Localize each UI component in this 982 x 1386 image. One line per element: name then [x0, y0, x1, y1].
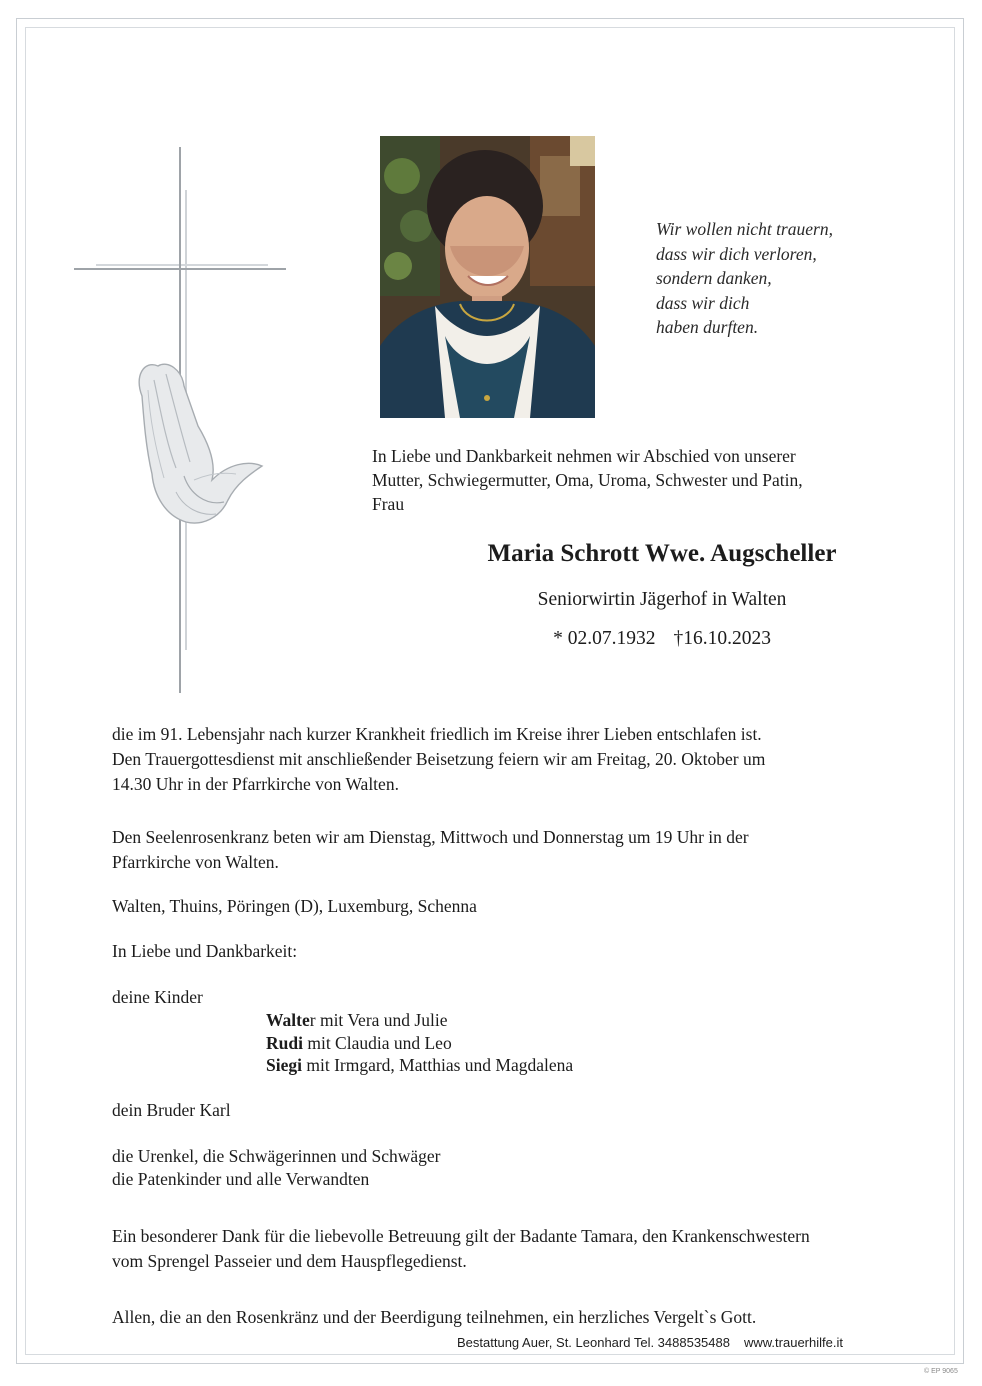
- birth-date: * 02.07.1932: [553, 628, 656, 649]
- footer: [457, 1335, 843, 1350]
- places-line: Walten, Thuins, Pöringen (D), Luxemburg, Schenna: [112, 896, 477, 916]
- funeral-home: Bestattung Auer, St. Leonhard Tel. 3488535488: [457, 1335, 730, 1350]
- paragraph-line: Ein besonderer Dank für die liebevolle Betreuung gilt der Badante Tamara, den Krankenschwestern: [112, 1226, 810, 1246]
- intro-text: [372, 444, 892, 516]
- death-date: †16.10.2023: [673, 628, 771, 649]
- paragraph-line: Den Trauergottesdienst mit anschließender Beisetzung feiern wir am Freitag, 20. Oktober um: [112, 749, 766, 769]
- list-item: Rudi mit Claudia und Leo: [266, 1032, 452, 1053]
- in-love-line: In Liebe und Dankbarkeit:: [112, 941, 298, 961]
- poem-line: Wir wollen nicht trauern,: [656, 219, 833, 239]
- paragraph-line: 14.30 Uhr in der Pfarrkirche von Walten.: [112, 774, 399, 794]
- intro-line: Mutter, Schwiegermutter, Oma, Uroma, Schwester und Patin,: [372, 470, 803, 490]
- thanks-paragraph: [112, 1224, 810, 1274]
- paragraph-line: Den Seelenrosenkranz beten wir am Dienstag, Mittwoch und Donnerstag um 19 Uhr in der: [112, 827, 749, 847]
- children-list: [266, 1009, 573, 1077]
- rosary-paragraph: [112, 825, 749, 875]
- relatives-line: die Urenkel, die Schwägerinnen und Schwäger: [112, 1146, 441, 1166]
- poem-line: sondern danken,: [656, 268, 772, 288]
- paragraph-line: die im 91. Lebensjahr nach kurzer Krankheit friedlich im Kreise ihrer Lieben entschlafen ist.: [112, 724, 762, 744]
- praying-hands-icon: [124, 356, 264, 528]
- list-item: Siegi mit Irmgard, Matthias und Magdalena: [266, 1055, 574, 1075]
- life-dates: [372, 628, 952, 650]
- poem-line: haben durften.: [656, 317, 759, 337]
- deceased-name: Maria Schrott Wwe. Augscheller: [487, 540, 837, 567]
- poem-line: dass wir dich verloren,: [656, 243, 817, 264]
- website-link[interactable]: www.trauerhilfe.it: [743, 1335, 843, 1350]
- closing-line: Allen, die an den Rosenkränz und der Beerdigung teilnehmen, ein herzliches Vergelt`s Gott.: [112, 1307, 757, 1327]
- deceased-title: Seniorwirtin Jägerhof in Walten: [537, 589, 787, 610]
- print-code: © EP 9065: [924, 1368, 958, 1375]
- paragraph-line: Pfarrkirche von Walten.: [112, 852, 279, 872]
- portrait-photo: [380, 136, 595, 418]
- announcement-paragraph: [112, 722, 765, 797]
- brother-line: dein Bruder Karl: [112, 1100, 231, 1120]
- intro-line: In Liebe und Dankbarkeit nehmen wir Abschied von unserer: [372, 446, 796, 466]
- children-label: deine Kinder: [112, 987, 203, 1007]
- list-item: Walter mit Vera und Julie: [266, 1010, 448, 1030]
- relatives-line: die Patenkinder und alle Verwandten: [112, 1169, 370, 1189]
- relatives: [112, 1145, 441, 1191]
- poem-line: dass wir dich: [656, 292, 750, 313]
- paragraph-line: vom Sprengel Passeier und dem Hauspflegedienst.: [112, 1251, 467, 1271]
- intro-line: Frau: [372, 494, 405, 514]
- poem: [656, 217, 833, 340]
